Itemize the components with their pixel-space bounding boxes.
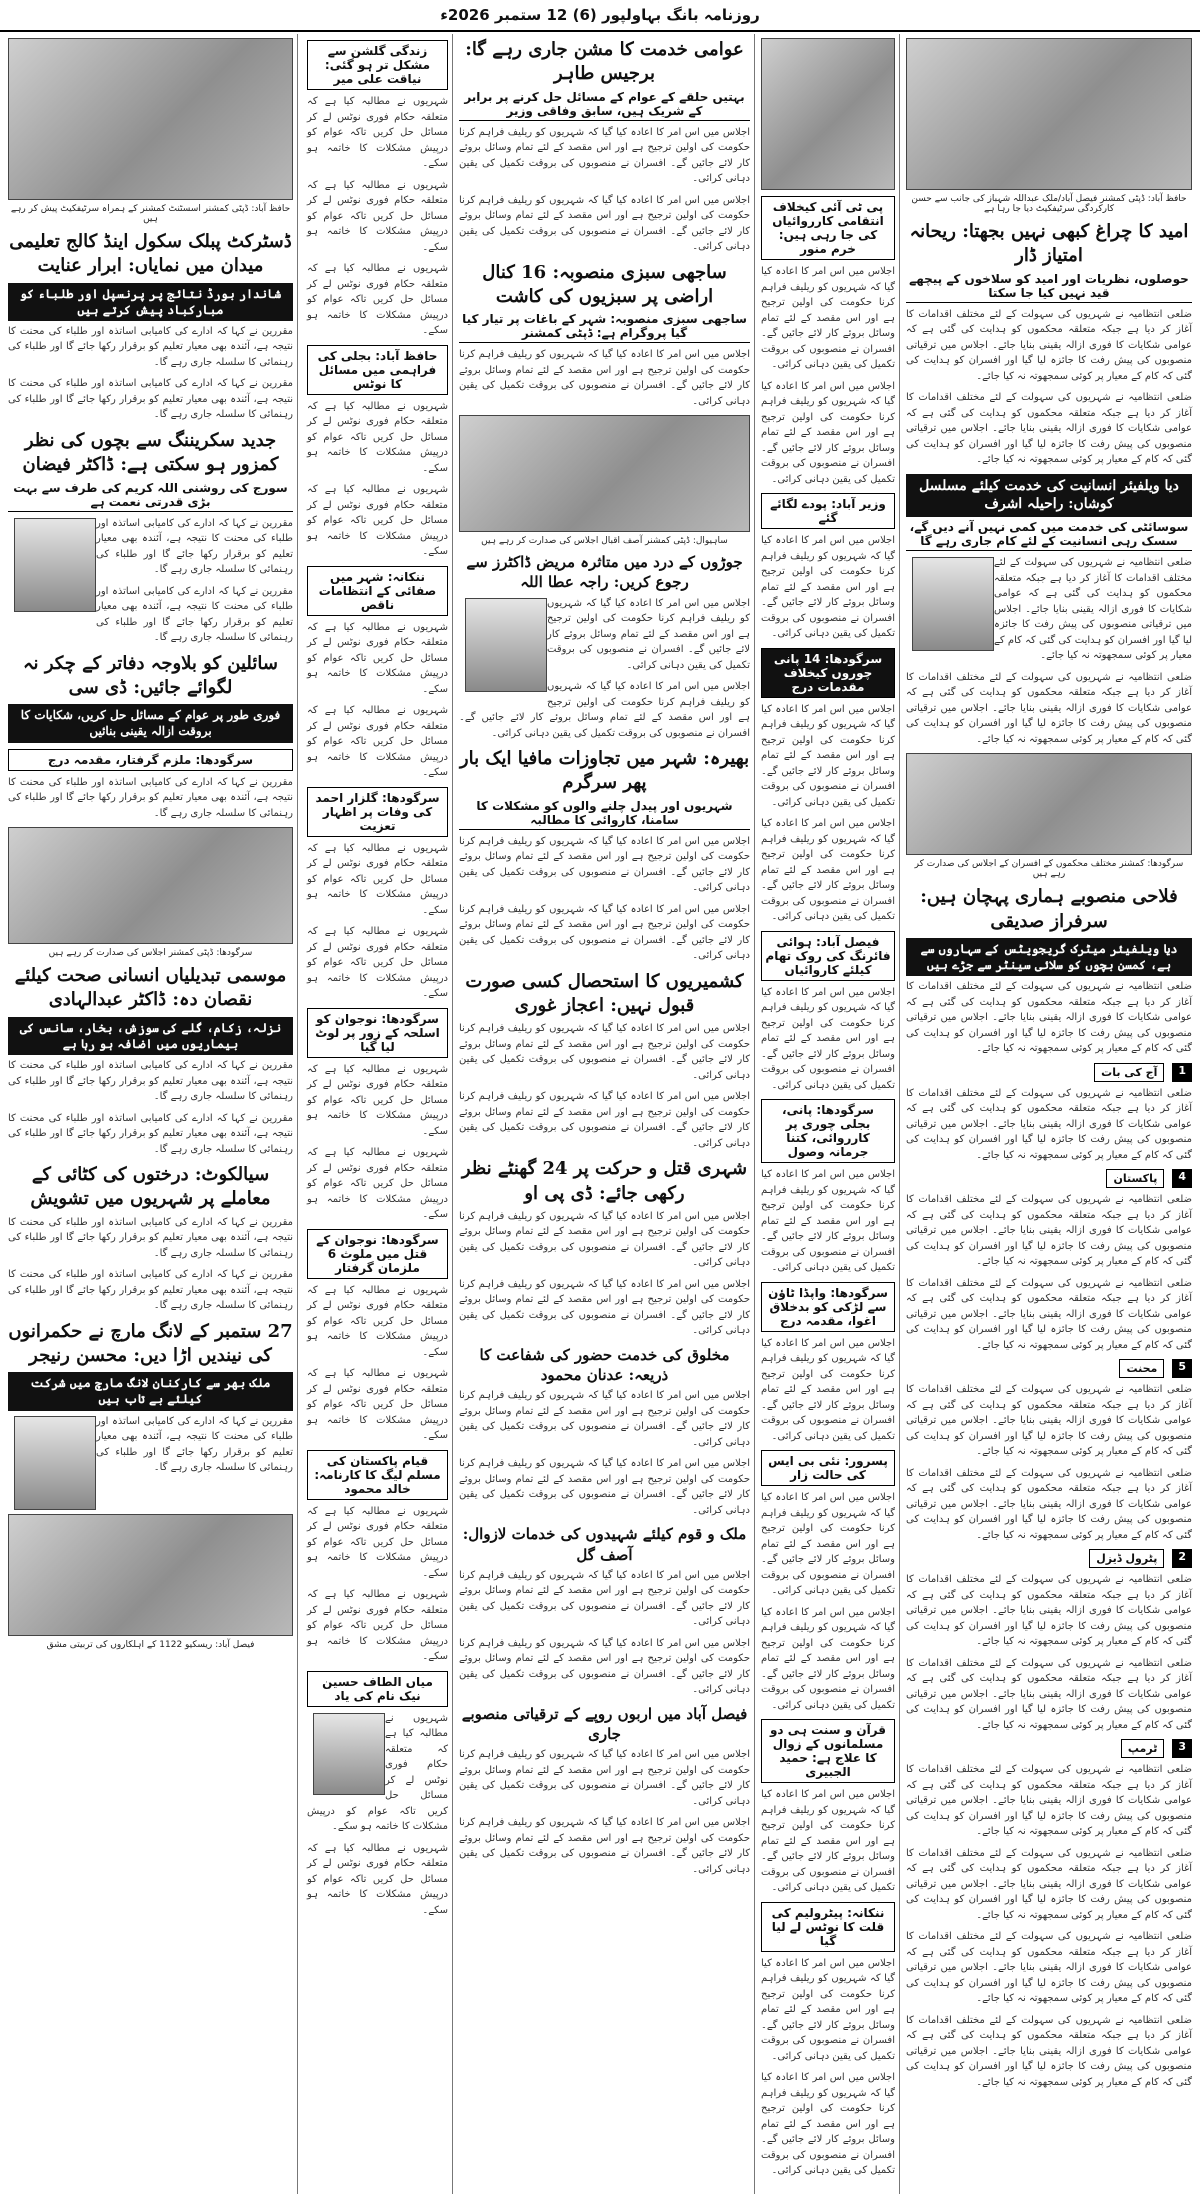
article-body: اجلاس میں اس امر کا اعادہ کیا گیا کہ شہریوں کو ریلیف فراہم کرنا حکومت کی اولین ترجیح ہے اور اس مقصد کے لئے تمام وسائل بروئے کار لائے جائیں گے۔ افسران نے منصوبوں کی بروقت تکمیل کی یقین دہانی کرائی۔ (459, 1749, 750, 1807)
photo-caption: سرگودھا: کمشنر مختلف محکموں کے افسران کے اجلاس کی صدارت کر رہے ہیں (914, 859, 1184, 880)
subheadline: ساجھی سبزی منصوبہ: شہر کے باغات پر تیار کیا گیا پروگرام ہے: ڈپٹی کمشنر (459, 312, 750, 343)
article-body: ضلعی انتظامیہ نے شہریوں کی سہولت کے لئے مختلف اقدامات کا آغاز کر دیا ہے جبکہ متعلقہ محکموں کو ہدایت کی گئی ہے کہ عوامی شکایات کا فوری ازالہ یقینی بنایا جائے۔ اجلاس میں ترقیاتی منصوبوں کی پیش رفت کا جائزہ لیا گیا اور افسران کو ہدایت کی گئی کہ کام کے معیار پر کوئی سمجھوتہ نہ کیا جائے۔ (906, 1384, 1192, 1458)
headline: پی ٹی آئی کیخلاف انتقامی کارروائیاں کی جا رہی ہیں: خرم منور (761, 196, 895, 260)
article-body: شہریوں نے مطالبہ کیا ہے کہ متعلقہ حکام فوری نوٹس لے کر مسائل حل کریں تاکہ عوام کو درپیش مشکلات کا خاتمہ ہو سکے۔ (307, 1368, 448, 1441)
headline: جوڑوں کے درد میں متاثرہ مریض ڈاکٹرز سے رجوع کریں: راجہ عطا اللہ (466, 553, 743, 592)
article-body: شہریوں نے مطالبہ کیا ہے کہ متعلقہ حکام فوری نوٹس لے کر مسائل حل کریں تاکہ عوام کو درپیش مشکلات کا خاتمہ ہو سکے۔ (307, 1589, 448, 1662)
box-number: 2 (1172, 1549, 1192, 1568)
masthead: روزنامہ بانگ بہاولپور (6) 12 ستمبر 2026ء (0, 0, 1200, 32)
headline: ساجھی سبزی منصوبہ: 16 کنال اراضی پر سبزیوں کی کاشت (482, 261, 727, 307)
article-body: اجلاس میں اس امر کا اعادہ کیا گیا کہ شہریوں کو ریلیف فراہم کرنا حکومت کی اولین ترجیح ہے اور اس مقصد کے لئے تمام وسائل بروئے کار لائے جائیں گے۔ افسران نے منصوبوں کی بروقت تکمیل کی یقین دہانی کرائی۔ (761, 703, 895, 808)
subheadline: نزلہ، زکام، گلے کی سوزش، بخار، سانس کی بیماریوں میں اضافہ ہو رہا ہے (8, 1017, 293, 1055)
news-photo (761, 38, 895, 190)
headline: 27 ستمبر کے لانگ مارچ نے حکمرانوں کی نیندیں اڑا دیں: محسن رنیجر (8, 1320, 293, 1366)
headline: دیا ویلفیئر انسانیت کی خدمت کیلئے مسلسل کوشاں: راحیلہ اشرف (906, 474, 1192, 518)
headline: جدید سکریننگ سے بچوں کی نظر کمزور ہو سکتی ہے: ڈاکٹر فیضان (22, 429, 279, 476)
portrait-photo (14, 1416, 96, 1510)
article-body: اجلاس میں اس امر کا اعادہ کیا گیا کہ شہریوں کو ریلیف فراہم کرنا حکومت کی اولین ترجیح ہے اور اس مقصد کے لئے تمام وسائل بروئے کار لائے جائیں گے۔ افسران نے منصوبوں کی بروقت تکمیل کی یقین دہانی کرائی۔ (459, 1390, 750, 1448)
subheadline: حوصلوں، نظریات اور امید کو سلاخوں کے پیچھے قید نہیں کیا جا سکتا (906, 272, 1192, 303)
box-number: 1 (1172, 1063, 1192, 1082)
photo-caption: فیصل آباد: ریسکیو 1122 کے اہلکاروں کی تربیتی مشق (46, 1639, 255, 1650)
headline: میاں الطاف حسین نیک نام کی یاد (307, 1671, 448, 1707)
article-body: ضلعی انتظامیہ نے شہریوں کی سہولت کے لئے مختلف اقدامات کا آغاز کر دیا ہے جبکہ متعلقہ محکموں کو ہدایت کی گئی ہے کہ عوامی شکایات کا فوری ازالہ یقینی بنایا جائے۔ اجلاس میں ترقیاتی منصوبوں کی پیش رفت کا جائزہ لیا گیا اور افسران کو ہدایت کی گئی کہ کام کے معیار پر کوئی سمجھوتہ نہ کیا جائے۔ (906, 1277, 1192, 1351)
article-body: ضلعی انتظامیہ نے شہریوں کی سہولت کے لئے مختلف اقدامات کا آغاز کر دیا ہے جبکہ متعلقہ محکموں کو ہدایت کی گئی ہے کہ عوامی شکایات کا فوری ازالہ یقینی بنایا جائے۔ اجلاس میں ترقیاتی منصوبوں کی پیش رفت کا جائزہ لیا گیا اور افسران کو ہدایت کی گئی کہ کام کے معیار پر کوئی سمجھوتہ نہ کیا جائے۔ (906, 1467, 1192, 1541)
article-body: اجلاس میں اس امر کا اعادہ کیا گیا کہ شہریوں کو ریلیف فراہم کرنا حکومت کی اولین ترجیح ہے اور اس مقصد کے لئے تمام وسائل بروئے کار لائے جائیں گے۔ افسران نے منصوبوں کی بروقت تکمیل کی یقین دہانی کرائی۔ (459, 1210, 750, 1269)
headline: سائلین کو بلاوجہ دفاتر کے چکر نہ لگوائے جائیں: ڈی سی (23, 652, 278, 698)
column-1 (4, 34, 298, 2194)
box-header (906, 1063, 1192, 1082)
headline: سرگودھا: نوجوان کے قتل میں ملوث 6 ملزمان گرفتار (307, 1229, 448, 1279)
article-body: شہریوں نے مطالبہ کیا ہے کہ متعلقہ حکام فوری نوٹس لے کر مسائل حل کریں تاکہ عوام کو درپیش مشکلات کا خاتمہ ہو سکے۔ (307, 484, 448, 557)
article-body: اجلاس میں اس امر کا اعادہ کیا گیا کہ شہریوں کو ریلیف فراہم کرنا حکومت کی اولین ترجیح ہے اور اس مقصد کے لئے تمام وسائل بروئے کار لائے جائیں گے۔ افسران نے منصوبوں کی بروقت تکمیل کی یقین دہانی کرائی۔ (459, 1023, 750, 1081)
news-photo (8, 1514, 293, 1636)
headline: سرگودھا: پانی، بجلی چوری پر کارروائی، کتنا جرمانہ وصول (761, 1099, 895, 1163)
box-header (906, 1169, 1192, 1188)
article-body: اجلاس میں اس امر کا اعادہ کیا گیا کہ شہریوں کو ریلیف فراہم کرنا حکومت کی اولین ترجیح ہے اور اس مقصد کے لئے تمام وسائل بروئے کار لائے جائیں گے۔ افسران نے منصوبوں کی بروقت تکمیل کی یقین دہانی کرائی۔ (459, 681, 750, 739)
headline: موسمی تبدیلیاں انسانی صحت کیلئے نقصان دہ: ڈاکٹر عبدالہادی (14, 965, 287, 1011)
box-number: 4 (1172, 1169, 1192, 1188)
headline: بھیرہ: شہر میں تجاوزات مافیا ایک بار پھر سرگرم (459, 748, 750, 794)
photo-caption: ساہیوال: ڈپٹی کمشنر آصف اقبال اجلاس کی صدارت کر رہے ہیں (481, 536, 728, 547)
article-body: اجلاس میں اس امر کا اعادہ کیا گیا کہ شہریوں کو ریلیف فراہم کرنا حکومت کی اولین ترجیح ہے اور اس مقصد کے لئے تمام وسائل بروئے کار لائے جائیں گے۔ افسران نے منصوبوں کی بروقت تکمیل کی یقین دہانی کرائی۔ (547, 597, 750, 671)
article-body: مقررین نے کہا کہ ادارے کی کامیابی اساتذہ اور طلباء کی محنت کا نتیجہ ہے، آئندہ بھی معیار تعلیم کو برقرار رکھا جائے گا اور طلباء کی رہنمائی کا سلسلہ جاری رہے گا۔ (96, 585, 293, 644)
portrait-photo (912, 557, 994, 651)
headline: فیصل آباد: ہوائی فائرنگ کی روک تھام کیلئے کاروائیاں (761, 931, 895, 981)
article-body: اجلاس میں اس امر کا اعادہ کیا گیا کہ شہریوں کو ریلیف فراہم کرنا حکومت کی اولین ترجیح ہے اور اس مقصد کے لئے تمام وسائل بروئے کار لائے جائیں گے۔ افسران نے منصوبوں کی بروقت تکمیل کی یقین دہانی کرائی۔ (761, 1492, 895, 1596)
headline: فلاحی منصوبے ہماری پہچان ہیں: سرفراز صدیقی (920, 886, 1178, 932)
article-body: اجلاس میں اس امر کا اعادہ کیا گیا کہ شہریوں کو ریلیف فراہم کرنا حکومت کی اولین ترجیح ہے اور اس مقصد کے لئے تمام وسائل بروئے کار لائے جائیں گے۔ افسران نے منصوبوں کی بروقت تکمیل کی یقین دہانی کرائی۔ (761, 986, 895, 1091)
article-body: مقررین نے کہا کہ ادارے کی کامیابی اساتذہ اور طلباء کی محنت کا نتیجہ ہے، آئندہ بھی معیار تعلیم کو برقرار رکھا جائے گا اور طلباء کی رہنمائی کا سلسلہ جاری رہے گا۔ (8, 1216, 293, 1259)
photo-caption: حافظ آباد: ڈپٹی کمشنر اسسٹنٹ کمشنر کے ہمراہ سرٹیفکیٹ پیش کر رہے ہیں (10, 204, 291, 224)
headline: زندگی گلشن سے مشکل تر ہو گئی: نیاقت علی میر (307, 40, 448, 90)
news-photo (906, 753, 1192, 855)
headline: حافظ آباد: بجلی کی فراہمی میں مسائل کا نوٹس (307, 345, 448, 395)
box-label: آج کی بات (1094, 1063, 1164, 1082)
headline: شہری قتل و حرکت پر 24 گھنٹے نظر رکھی جائے: ڈی پی او (461, 1158, 748, 1204)
column-4 (757, 34, 900, 2194)
article-body: مقررین نے کہا کہ ادارے کی کامیابی اساتذہ اور طلباء کی محنت کا نتیجہ ہے، آئندہ بھی معیار تعلیم کو برقرار رکھا جائے گا اور طلباء کی رہنمائی کا سلسلہ جاری رہے گا۔ (8, 1269, 293, 1312)
article-body: اجلاس میں اس امر کا اعادہ کیا گیا کہ شہریوں کو ریلیف فراہم کرنا حکومت کی اولین ترجیح ہے اور اس مقصد کے لئے تمام وسائل بروئے کار لائے جائیں گے۔ افسران نے منصوبوں کی بروقت تکمیل کی یقین دہانی کرائی۔ (761, 818, 895, 922)
article-body: شہریوں نے مطالبہ کیا ہے کہ متعلقہ حکام فوری نوٹس لے کر مسائل حل کریں تاکہ عوام کو درپیش مشکلات کا خاتمہ ہو سکے۔ (307, 1147, 448, 1220)
article-body: ضلعی انتظامیہ نے شہریوں کی سہولت کے لئے مختلف اقدامات کا آغاز کر دیا ہے جبکہ متعلقہ محکموں کو ہدایت کی گئی ہے کہ عوامی شکایات کا فوری ازالہ یقینی بنایا جائے۔ اجلاس میں ترقیاتی منصوبوں کی پیش رفت کا جائزہ لیا گیا اور افسران کو ہدایت کی گئی کہ کام کے معیار پر کوئی سمجھوتہ نہ کیا جائے۔ (906, 1087, 1192, 1161)
box-label: پاکستان (1106, 1169, 1164, 1188)
article-body: اجلاس میں اس امر کا اعادہ کیا گیا کہ شہریوں کو ریلیف فراہم کرنا حکومت کی اولین ترجیح ہے اور اس مقصد کے لئے تمام وسائل بروئے کار لائے جائیں گے۔ افسران نے منصوبوں کی بروقت تکمیل کی یقین دہانی کرائی۔ (761, 1606, 895, 1711)
headline: سرگودھا: واپڈا ٹاؤن سے لڑکی کو بدخلاق اغوا، مقدمہ درج (761, 1282, 895, 1332)
article-body: اجلاس میں اس امر کا اعادہ کیا گیا کہ شہریوں کو ریلیف فراہم کرنا حکومت کی اولین ترجیح ہے اور اس مقصد کے لئے تمام وسائل بروئے کار لائے جائیں گے۔ افسران نے منصوبوں کی بروقت تکمیل کی یقین دہانی کرائی۔ (459, 1637, 750, 1696)
box-number: 3 (1172, 1739, 1192, 1758)
article-body: اجلاس میں اس امر کا اعادہ کیا گیا کہ شہریوں کو ریلیف فراہم کرنا حکومت کی اولین ترجیح ہے اور اس مقصد کے لئے تمام وسائل بروئے کار لائے جائیں گے۔ افسران نے منصوبوں کی بروقت تکمیل کی یقین دہانی کرائی۔ (459, 835, 750, 894)
article-body: اجلاس میں اس امر کا اعادہ کیا گیا کہ شہریوں کو ریلیف فراہم کرنا حکومت کی اولین ترجیح ہے اور اس مقصد کے لئے تمام وسائل بروئے کار لائے جائیں گے۔ افسران نے منصوبوں کی بروقت تکمیل کی یقین دہانی کرائی۔ (459, 1458, 750, 1516)
article-body: شہریوں نے مطالبہ کیا ہے کہ متعلقہ حکام فوری نوٹس لے کر مسائل حل کریں تاکہ عوام کو درپیش مشکلات کا خاتمہ ہو سکے۔ (307, 842, 448, 916)
article-body: ضلعی انتظامیہ نے شہریوں کی سہولت کے لئے مختلف اقدامات کا آغاز کر دیا ہے جبکہ متعلقہ محکموں کو ہدایت کی گئی ہے کہ عوامی شکایات کا فوری ازالہ یقینی بنایا جائے۔ اجلاس میں ترقیاتی منصوبوں کی پیش رفت کا جائزہ لیا گیا اور افسران کو ہدایت کی گئی کہ کام کے معیار پر کوئی سمجھوتہ نہ کیا جائے۔ (906, 671, 1192, 745)
portrait-photo (465, 598, 547, 692)
article-body: ضلعی انتظامیہ نے شہریوں کی سہولت کے لئے مختلف اقدامات کا آغاز کر دیا ہے جبکہ متعلقہ محکموں کو ہدایت کی گئی ہے کہ عوامی شکایات کا فوری ازالہ یقینی بنایا جائے۔ اجلاس میں ترقیاتی منصوبوں کی پیش رفت کا جائزہ لیا گیا اور افسران کو ہدایت کی گئی کہ کام کے معیار پر کوئی سمجھوتہ نہ کیا جائے۔ (906, 1847, 1192, 1921)
subheadline: بہتیں حلقے کے عوام کے مسائل حل کرنے پر برابر کے شریک ہیں، سابق وفاقی وزیر (459, 90, 750, 121)
article-body: اجلاس میں اس امر کا اعادہ کیا گیا کہ شہریوں کو ریلیف فراہم کرنا حکومت کی اولین ترجیح ہے اور اس مقصد کے لئے تمام وسائل بروئے کار لائے جائیں گے۔ افسران نے منصوبوں کی بروقت تکمیل کی یقین دہانی کرائی۔ (761, 1169, 895, 1273)
subheadline: دیا ویلفیئر میٹرک گریجویٹس کے سہاروں سے ہے، کمسن بچوں کو سلائی سینٹر سے جڑے ہیں (906, 938, 1192, 976)
article-body: شہریوں نے مطالبہ کیا ہے کہ متعلقہ حکام فوری نوٹس لے کر مسائل حل کریں تاکہ عوام کو درپیش مشکلات کا خاتمہ ہو سکے۔ (307, 400, 448, 474)
article-body: شہریوں نے مطالبہ کیا ہے کہ متعلقہ حکام فوری نوٹس لے کر مسائل حل کریں تاکہ عوام کو درپیش مشکلات کا خاتمہ ہو سکے۔ (307, 705, 448, 778)
article-body: شہریوں نے مطالبہ کیا ہے کہ متعلقہ حکام فوری نوٹس لے کر مسائل حل کریں تاکہ عوام کو درپیش مشکلات کا خاتمہ ہو سکے۔ (307, 621, 448, 695)
headline: سرگودھا: ملزم گرفتار، مقدمہ درج (8, 749, 293, 771)
box-label: محنت (1119, 1359, 1164, 1378)
article-body: اجلاس میں اس امر کا اعادہ کیا گیا کہ شہریوں کو ریلیف فراہم کرنا حکومت کی اولین ترجیح ہے اور اس مقصد کے لئے تمام وسائل بروئے کار لائے جائیں گے۔ افسران نے منصوبوں کی بروقت تکمیل کی یقین دہانی کرائی۔ (459, 1817, 750, 1875)
article-body: مقررین نے کہا کہ ادارے کی کامیابی اساتذہ اور طلباء کی محنت کا نتیجہ ہے، آئندہ بھی معیار تعلیم کو برقرار رکھا جائے گا اور طلباء کی رہنمائی کا سلسلہ جاری رہے گا۔ (8, 776, 293, 819)
article-body: اجلاس میں اس امر کا اعادہ کیا گیا کہ شہریوں کو ریلیف فراہم کرنا حکومت کی اولین ترجیح ہے اور اس مقصد کے لئے تمام وسائل بروئے کار لائے جائیں گے۔ افسران نے منصوبوں کی بروقت تکمیل کی یقین دہانی کرائی۔ (459, 1091, 750, 1149)
article-body: مقررین نے کہا کہ ادارے کی کامیابی اساتذہ اور طلباء کی محنت کا نتیجہ ہے، آئندہ بھی معیار تعلیم کو برقرار رکھا جائے گا اور طلباء کی رہنمائی کا سلسلہ جاری رہے گا۔ (8, 378, 293, 421)
article-body: ضلعی انتظامیہ نے شہریوں کی سہولت کے لئے مختلف اقدامات کا آغاز کر دیا ہے جبکہ متعلقہ محکموں کو ہدایت کی گئی ہے کہ عوامی شکایات کا فوری ازالہ یقینی بنایا جائے۔ اجلاس میں ترقیاتی منصوبوں کی پیش رفت کا جائزہ لیا گیا اور افسران کو ہدایت کی گئی کہ کام کے معیار پر کوئی سمجھوتہ نہ کیا جائے۔ (906, 1764, 1192, 1838)
article-body: ضلعی انتظامیہ نے شہریوں کی سہولت کے لئے مختلف اقدامات کا آغاز کر دیا ہے جبکہ متعلقہ محکموں کو ہدایت کی گئی ہے کہ عوامی شکایات کا فوری ازالہ یقینی بنایا جائے۔ اجلاس میں ترقیاتی منصوبوں کی پیش رفت کا جائزہ لیا گیا اور افسران کو ہدایت کی گئی کہ کام کے معیار پر کوئی سمجھوتہ نہ کیا جائے۔ (906, 1574, 1192, 1648)
subheadline: فوری طور پر عوام کے مسائل حل کریں، شکایات کا بروقت ازالہ یقینی بنائیں (8, 704, 293, 742)
article-body: اجلاس میں اس امر کا اعادہ کیا گیا کہ شہریوں کو ریلیف فراہم کرنا حکومت کی اولین ترجیح ہے اور اس مقصد کے لئے تمام وسائل بروئے کار لائے جائیں گے۔ افسران نے منصوبوں کی بروقت تکمیل کی یقین دہانی کرائی۔ (761, 2072, 895, 2176)
headline: ڈسٹرکٹ پبلک سکول اینڈ کالج تعلیمی میدان میں نمایاں: ابرار عنایت (9, 231, 292, 277)
article-body: اجلاس میں اس امر کا اعادہ کیا گیا کہ شہریوں کو ریلیف فراہم کرنا حکومت کی اولین ترجیح ہے اور اس مقصد کے لئے تمام وسائل بروئے کار لائے جائیں گے۔ افسران نے منصوبوں کی بروقت تکمیل کی یقین دہانی کرائی۔ (761, 266, 895, 370)
article-body: مقررین نے کہا کہ ادارے کی کامیابی اساتذہ اور طلباء کی محنت کا نتیجہ ہے، آئندہ بھی معیار تعلیم کو برقرار رکھا جائے گا اور طلباء کی رہنمائی کا سلسلہ جاری رہے گا۔ (8, 1060, 293, 1102)
headline: سرگودھا: نوجوان کو اسلحہ کے زور پر لوٹ لیا گیا (307, 1008, 448, 1058)
subheadline: شاندار بورڈ نتائج پر پرنسپل اور طلباء کو مبارکباد پیش کرتے ہیں (8, 283, 293, 321)
headline: ننکانہ: پیٹرولیم کی قلت کا نوٹس لے لیا گیا (761, 1902, 895, 1952)
article-body: شہریوں نے مطالبہ کیا ہے کہ متعلقہ حکام فوری نوٹس لے کر مسائل حل کریں تاکہ عوام کو درپیش مشکلات کا خاتمہ ہو سکے۔ (307, 96, 448, 169)
article-body: شہریوں نے مطالبہ کیا ہے کہ متعلقہ حکام فوری نوٹس لے کر مسائل حل کریں تاکہ عوام کو درپیش مشکلات کا خاتمہ ہو سکے۔ (307, 1284, 448, 1358)
article-body: اجلاس میں اس امر کا اعادہ کیا گیا کہ شہریوں کو ریلیف فراہم کرنا حکومت کی اولین ترجیح ہے اور اس مقصد کے لئے تمام وسائل بروئے کار لائے جائیں گے۔ افسران نے منصوبوں کی بروقت تکمیل کی یقین دہانی کرائی۔ (761, 535, 895, 639)
article-body: اجلاس میں اس امر کا اعادہ کیا گیا کہ شہریوں کو ریلیف فراہم کرنا حکومت کی اولین ترجیح ہے اور اس مقصد کے لئے تمام وسائل بروئے کار لائے جائیں گے۔ افسران نے منصوبوں کی بروقت تکمیل کی یقین دہانی کرائی۔ (761, 1957, 895, 2062)
article-body: ضلعی انتظامیہ نے شہریوں کی سہولت کے لئے مختلف اقدامات کا آغاز کر دیا ہے جبکہ متعلقہ محکموں کو ہدایت کی گئی ہے کہ عوامی شکایات کا فوری ازالہ یقینی بنایا جائے۔ اجلاس میں ترقیاتی منصوبوں کی پیش رفت کا جائزہ لیا گیا اور افسران کو ہدایت کی گئی کہ کام کے معیار پر کوئی سمجھوتہ نہ کیا جائے۔ (906, 392, 1192, 466)
article-body: اجلاس میں اس امر کا اعادہ کیا گیا کہ شہریوں کو ریلیف فراہم کرنا حکومت کی اولین ترجیح ہے اور اس مقصد کے لئے تمام وسائل بروئے کار لائے جائیں گے۔ افسران نے منصوبوں کی بروقت تکمیل کی یقین دہانی کرائی۔ (761, 1337, 895, 1442)
headline: فیصل آباد میں اربوں روپے کے ترقیاتی منصوبے جاری (461, 1704, 748, 1744)
article-body: اجلاس میں اس امر کا اعادہ کیا گیا کہ شہریوں کو ریلیف فراہم کرنا حکومت کی اولین ترجیح ہے اور اس مقصد کے لئے تمام وسائل بروئے کار لائے جائیں گے۔ افسران نے منصوبوں کی بروقت تکمیل کی یقین دہانی کرائی۔ (761, 1789, 895, 1893)
headline: سرگودھا: 14 پانی چوروں کیخلاف مقدمات درج (761, 648, 895, 698)
article-body: اجلاس میں اس امر کا اعادہ کیا گیا کہ شہریوں کو ریلیف فراہم کرنا حکومت کی اولین ترجیح ہے اور اس مقصد کے لئے تمام وسائل بروئے کار لائے جائیں گے۔ افسران نے منصوبوں کی بروقت تکمیل کی یقین دہانی کرائی۔ (761, 380, 895, 485)
article-body: مقررین نے کہا کہ ادارے کی کامیابی اساتذہ اور طلباء کی محنت کا نتیجہ ہے، آئندہ بھی معیار تعلیم کو برقرار رکھا جائے گا اور طلباء کی رہنمائی کا سلسلہ جاری رہے گا۔ (8, 1112, 293, 1155)
column-3 (455, 34, 755, 2194)
article-body: اجلاس میں اس امر کا اعادہ کیا گیا کہ شہریوں کو ریلیف فراہم کرنا حکومت کی اولین ترجیح ہے اور اس مقصد کے لئے تمام وسائل بروئے کار لائے جائیں گے۔ افسران نے منصوبوں کی بروقت تکمیل کی یقین دہانی کرائی۔ (459, 349, 750, 407)
headline: کشمیریوں کا استحصال کسی صورت قبول نہیں: اعجاز غوری (465, 970, 744, 1017)
headline: قرآن و سنت ہی دو مسلمانوں کے زوال کا علاج ہے: حمید الجبیری (761, 1719, 895, 1783)
photo-caption: حافظ آباد: ڈپٹی کمشنر فیصل آباد/ملک عبداللہ شہباز کی جانب سے حسن کارکردگی سرٹیفکیٹ دیا جا رہا ہے (911, 194, 1187, 214)
headline: مخلوق کی خدمت حضور کی شفاعت کا ذریعہ: عدنان محمود (479, 1345, 730, 1385)
news-photo (8, 38, 293, 200)
article-body: شہریوں نے مطالبہ کیا ہے کہ متعلقہ حکام فوری نوٹس لے کر مسائل حل کریں تاکہ عوام کو درپیش مشکلات کا خاتمہ ہو سکے۔ (307, 1842, 448, 1916)
article-body: اجلاس میں اس امر کا اعادہ کیا گیا کہ شہریوں کو ریلیف فراہم کرنا حکومت کی اولین ترجیح ہے اور اس مقصد کے لئے تمام وسائل بروئے کار لائے جائیں گے۔ افسران نے منصوبوں کی بروقت تکمیل کی یقین دہانی کرائی۔ (459, 126, 750, 185)
headline: امید کا چراغ کبھی نہیں بجھتا: ریحانہ امتیاز ڈار (909, 221, 1189, 267)
article-body: ضلعی انتظامیہ نے شہریوں کی سہولت کے لئے مختلف اقدامات کا آغاز کر دیا ہے جبکہ متعلقہ محکموں کو ہدایت کی گئی ہے کہ عوامی شکایات کا فوری ازالہ یقینی بنایا جائے۔ اجلاس میں ترقیاتی منصوبوں کی پیش رفت کا جائزہ لیا گیا اور افسران کو ہدایت کی گئی کہ کام کے معیار پر کوئی سمجھوتہ نہ کیا جائے۔ (906, 1931, 1192, 2005)
article-body: ضلعی انتظامیہ نے شہریوں کی سہولت کے لئے مختلف اقدامات کا آغاز کر دیا ہے جبکہ متعلقہ محکموں کو ہدایت کی گئی ہے کہ عوامی شکایات کا فوری ازالہ یقینی بنایا جائے۔ اجلاس میں ترقیاتی منصوبوں کی پیش رفت کا جائزہ لیا گیا اور افسران کو ہدایت کی گئی کہ کام کے معیار پر کوئی سمجھوتہ نہ کیا جائے۔ (994, 557, 1192, 662)
article-body: ضلعی انتظامیہ نے شہریوں کی سہولت کے لئے مختلف اقدامات کا آغاز کر دیا ہے جبکہ متعلقہ محکموں کو ہدایت کی گئی ہے کہ عوامی شکایات کا فوری ازالہ یقینی بنایا جائے۔ اجلاس میں ترقیاتی منصوبوں کی پیش رفت کا جائزہ لیا گیا اور افسران کو ہدایت کی گئی کہ کام کے معیار پر کوئی سمجھوتہ نہ کیا جائے۔ (906, 1657, 1192, 1731)
subheadline: شہریوں اور پیدل چلنے والوں کو مشکلات کا سامنا، کاروائی کا مطالبہ (459, 799, 750, 830)
headline: وزیر آباد: پودے لگائے گئے (761, 493, 895, 529)
headline: عوامی خدمت کا مشن جاری رہے گا: برجیس طاہر (465, 39, 744, 85)
article-body: اجلاس میں اس امر کا اعادہ کیا گیا کہ شہریوں کو ریلیف فراہم کرنا حکومت کی اولین ترجیح ہے اور اس مقصد کے لئے تمام وسائل بروئے کار لائے جائیں گے۔ افسران نے منصوبوں کی بروقت تکمیل کی یقین دہانی کرائی۔ (459, 1278, 750, 1337)
headline: سرگودھا: گلزار احمد کی وفات پر اظہار تعزیت (307, 787, 448, 837)
headline: قیام پاکستان کی مسلم لیگ کا کارنامہ: خالد محمود (307, 1450, 448, 1500)
article-body: شہریوں نے مطالبہ کیا ہے کہ متعلقہ حکام فوری نوٹس لے کر مسائل حل کریں تاکہ عوام کو درپیش مشکلات کا خاتمہ ہو سکے۔ (307, 1712, 448, 1832)
article-body: اجلاس میں اس امر کا اعادہ کیا گیا کہ شہریوں کو ریلیف فراہم کرنا حکومت کی اولین ترجیح ہے اور اس مقصد کے لئے تمام وسائل بروئے کار لائے جائیں گے۔ افسران نے منصوبوں کی بروقت تکمیل کی یقین دہانی کرائی۔ (459, 1569, 750, 1628)
article-body: شہریوں نے مطالبہ کیا ہے کہ متعلقہ حکام فوری نوٹس لے کر مسائل حل کریں تاکہ عوام کو درپیش مشکلات کا خاتمہ ہو سکے۔ (307, 1063, 448, 1137)
article-body: ضلعی انتظامیہ نے شہریوں کی سہولت کے لئے مختلف اقدامات کا آغاز کر دیا ہے جبکہ متعلقہ محکموں کو ہدایت کی گئی ہے کہ عوامی شکایات کا فوری ازالہ یقینی بنایا جائے۔ اجلاس میں ترقیاتی منصوبوں کی پیش رفت کا جائزہ لیا گیا اور افسران کو ہدایت کی گئی کہ کام کے معیار پر کوئی سمجھوتہ نہ کیا جائے۔ (906, 308, 1192, 382)
box-header (906, 1549, 1192, 1568)
news-photo (459, 415, 750, 532)
subheadline: ملک بھر سے کارکنان لانگ مارچ میں شرکت کیلئے بے تاب ہیں (8, 1372, 293, 1410)
subheadline: سورج کی روشنی اللہ کریم کی طرف سے بہت بڑی قدرتی نعمت ہے (8, 481, 293, 512)
article-body: اجلاس میں اس امر کا اعادہ کیا گیا کہ شہریوں کو ریلیف فراہم کرنا حکومت کی اولین ترجیح ہے اور اس مقصد کے لئے تمام وسائل بروئے کار لائے جائیں گے۔ افسران نے منصوبوں کی بروقت تکمیل کی یقین دہانی کرائی۔ (459, 903, 750, 962)
portrait-photo (313, 1713, 385, 1795)
news-photo (8, 827, 293, 944)
article-body: مقررین نے کہا کہ ادارے کی کامیابی اساتذہ اور طلباء کی محنت کا نتیجہ ہے، آئندہ بھی معیار تعلیم کو برقرار رکھا جائے گا اور طلباء کی رہنمائی کا سلسلہ جاری رہے گا۔ (8, 325, 293, 368)
article-body: ضلعی انتظامیہ نے شہریوں کی سہولت کے لئے مختلف اقدامات کا آغاز کر دیا ہے جبکہ متعلقہ محکموں کو ہدایت کی گئی ہے کہ عوامی شکایات کا فوری ازالہ یقینی بنایا جائے۔ اجلاس میں ترقیاتی منصوبوں کی پیش رفت کا جائزہ لیا گیا اور افسران کو ہدایت کی گئی کہ کام کے معیار پر کوئی سمجھوتہ نہ کیا جائے۔ (906, 2014, 1192, 2088)
article-body: مقررین نے کہا کہ ادارے کی کامیابی اساتذہ اور طلباء کی محنت کا نتیجہ ہے، آئندہ بھی معیار تعلیم کو برقرار رکھا جائے گا اور طلباء کی رہنمائی کا سلسلہ جاری رہے گا۔ (96, 517, 293, 576)
box-header (906, 1739, 1192, 1758)
box-label: پٹرول ڈیزل (1089, 1549, 1164, 1568)
portrait-photo (14, 518, 96, 612)
box-header (906, 1359, 1192, 1378)
box-label: ٹرمپ (1121, 1739, 1164, 1758)
article-body: شہریوں نے مطالبہ کیا ہے کہ متعلقہ حکام فوری نوٹس لے کر مسائل حل کریں تاکہ عوام کو درپیش مشکلات کا خاتمہ ہو سکے۔ (307, 1505, 448, 1579)
column-2 (303, 34, 453, 2194)
article-body: شہریوں نے مطالبہ کیا ہے کہ متعلقہ حکام فوری نوٹس لے کر مسائل حل کریں تاکہ عوام کو درپیش مشکلات کا خاتمہ ہو سکے۔ (307, 926, 448, 999)
headline: ملک و قوم کیلئے شہیدوں کی خدمات لازوال: آصف گل (462, 1525, 747, 1564)
headline: سیالکوٹ: درختوں کی کٹائی کے معاملے پر شہریوں میں تشویش (30, 1164, 271, 1210)
article-body: شہریوں نے مطالبہ کیا ہے کہ متعلقہ حکام فوری نوٹس لے کر مسائل حل کریں تاکہ عوام کو درپیش مشکلات کا خاتمہ ہو سکے۔ (307, 263, 448, 336)
headline: ننکانہ: شہر میں صفائی کے انتظامات ناقص (307, 566, 448, 616)
box-number: 5 (1172, 1359, 1192, 1378)
photo-caption: سرگودھا: ڈپٹی کمشنر اجلاس کی صدارت کر رہے ہیں (48, 948, 253, 959)
article-body: اجلاس میں اس امر کا اعادہ کیا گیا کہ شہریوں کو ریلیف فراہم کرنا حکومت کی اولین ترجیح ہے اور اس مقصد کے لئے تمام وسائل بروئے کار لائے جائیں گے۔ افسران نے منصوبوں کی بروقت تکمیل کی یقین دہانی کرائی۔ (459, 194, 750, 253)
article-body: ضلعی انتظامیہ نے شہریوں کی سہولت کے لئے مختلف اقدامات کا آغاز کر دیا ہے جبکہ متعلقہ محکموں کو ہدایت کی گئی ہے کہ عوامی شکایات کا فوری ازالہ یقینی بنایا جائے۔ اجلاس میں ترقیاتی منصوبوں کی پیش رفت کا جائزہ لیا گیا اور افسران کو ہدایت کی گئی کہ کام کے معیار پر کوئی سمجھوتہ نہ کیا جائے۔ (906, 981, 1192, 1055)
news-photo (906, 38, 1192, 190)
headline: پسرور: نئی بی ایس کی حالت زار (761, 1450, 895, 1486)
article-body: شہریوں نے مطالبہ کیا ہے کہ متعلقہ حکام فوری نوٹس لے کر مسائل حل کریں تاکہ عوام کو درپیش مشکلات کا خاتمہ ہو سکے۔ (307, 179, 448, 253)
subheadline: سوسائٹی کی خدمت میں کمی نہیں آنے دیں گے، سسک رہی انسانیت کے لئے کام جاری رہے گا (906, 520, 1192, 551)
article-body: مقررین نے کہا کہ ادارے کی کامیابی اساتذہ اور طلباء کی محنت کا نتیجہ ہے، آئندہ بھی معیار تعلیم کو برقرار رکھا جائے گا اور طلباء کی رہنمائی کا سلسلہ جاری رہے گا۔ (96, 1415, 293, 1474)
article-body: ضلعی انتظامیہ نے شہریوں کی سہولت کے لئے مختلف اقدامات کا آغاز کر دیا ہے جبکہ متعلقہ محکموں کو ہدایت کی گئی ہے کہ عوامی شکایات کا فوری ازالہ یقینی بنایا جائے۔ اجلاس میں ترقیاتی منصوبوں کی پیش رفت کا جائزہ لیا گیا اور افسران کو ہدایت کی گئی کہ کام کے معیار پر کوئی سمجھوتہ نہ کیا جائے۔ (906, 1194, 1192, 1268)
column-5 (902, 34, 1196, 2194)
